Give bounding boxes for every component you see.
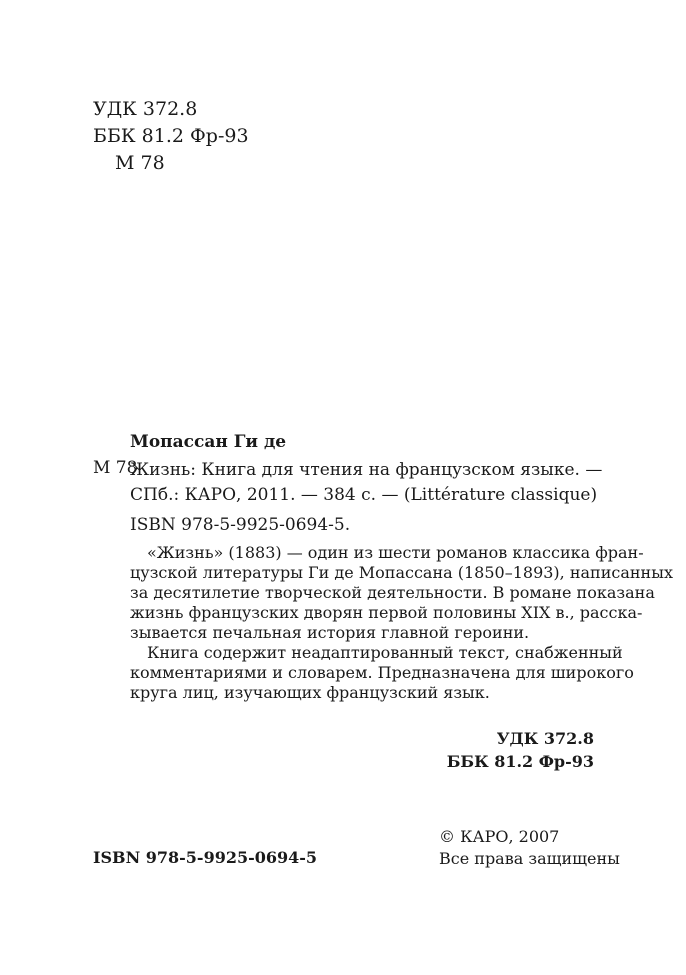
top-udk-code: УДК 372.8 [93, 98, 198, 120]
annotation-line: за десятилетие творческой деятельности. В романе показана [130, 583, 655, 602]
annotation-line: Книга содержит неадаптированный текст, снабженный [147, 643, 623, 662]
annotation-line: жизнь французских дворян первой половины XIX в., расска- [130, 603, 643, 622]
annotation [130, 543, 673, 703]
copyright-rights: Все права защищены [439, 849, 620, 868]
record-isbn: ISBN 978-5-9925-0694-5. [130, 515, 351, 535]
annotation-line: комментариями и словарем. Предназначена для широкого [130, 663, 634, 682]
copyright-holder: © КАРО, 2007 [439, 827, 560, 846]
annotation-line: зывается печальная история главной героини. [130, 623, 530, 642]
record-title [130, 458, 602, 508]
right-udk-code: УДК 372.8 [496, 729, 594, 748]
annotation-line: «Жизнь» (1883) — один из шести романов классика фран- [147, 543, 644, 562]
top-bbk-code: ББК 81.2 Фр-93 [93, 125, 249, 147]
right-bbk-code: ББК 81.2 Фр-93 [446, 752, 594, 771]
record-title-line: Жизнь: Книга для чтения на французском языке. — [130, 460, 603, 480]
record-author-mark: М 78 [93, 458, 138, 478]
record-title-line: СПб.: КАРО, 2011. — 384 с. — (Littérature classique) [130, 485, 598, 505]
copyright-block [439, 826, 620, 870]
bottom-isbn: ISBN 978-5-9925-0694-5 [93, 848, 318, 867]
annotation-line: цузской литературы Ги де Мопассана (1850–1893), написанных [130, 563, 673, 582]
right-classification-codes [447, 727, 594, 773]
top-author-mark: М 78 [115, 152, 165, 174]
annotation-line: круга лиц, изучающих французский язык. [130, 683, 490, 702]
top-classification-codes [93, 96, 249, 177]
record-author: Мопассан Ги де [130, 432, 287, 452]
